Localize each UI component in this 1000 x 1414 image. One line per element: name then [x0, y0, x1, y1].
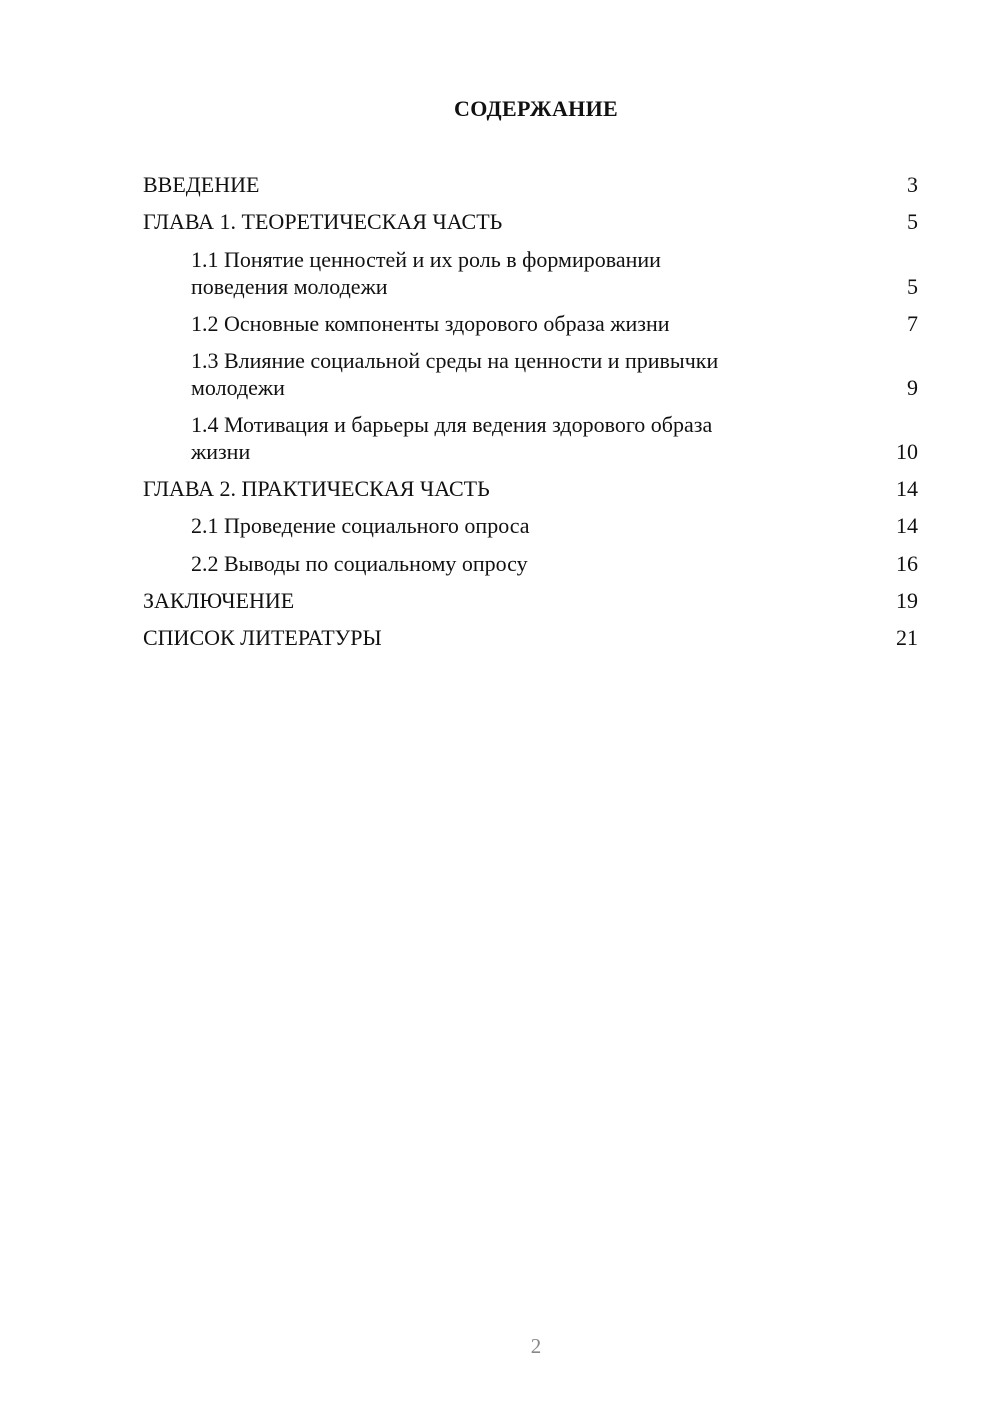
toc-entry-chapter-1[interactable] — [143, 208, 918, 235]
toc-page-number: 14 — [896, 513, 918, 538]
toc-page-number: 10 — [896, 439, 918, 464]
toc-label: ГЛАВА 2. ПРАКТИЧЕСКАЯ ЧАСТЬ — [143, 476, 490, 501]
toc-entry-section-1-3[interactable] — [191, 347, 918, 401]
toc-label: ГЛАВА 1. ТЕОРЕТИЧЕСКАЯ ЧАСТЬ — [143, 209, 503, 234]
toc-label: СПИСОК ЛИТЕРАТУРЫ — [143, 625, 382, 650]
toc-label-line-2: поведения молодежи — [191, 274, 388, 299]
toc-entry-introduction[interactable] — [143, 171, 918, 198]
toc-label: ЗАКЛЮЧЕНИЕ — [143, 588, 295, 613]
page-title: СОДЕРЖАНИЕ — [454, 96, 618, 121]
toc-page-number: 16 — [896, 551, 918, 576]
toc-label: 2.1 Проведение социального опроса — [191, 513, 530, 538]
toc-label-line-2: молодежи — [191, 375, 285, 400]
toc-entry-references[interactable] — [143, 624, 918, 651]
toc-page-number: 19 — [896, 588, 918, 613]
toc-entry-section-1-1[interactable] — [191, 246, 918, 300]
toc-label-line-1: 1.1 Понятие ценностей и их роль в формировании — [191, 247, 661, 272]
toc-page-number: 14 — [896, 476, 918, 501]
toc-entry-section-2-2[interactable] — [191, 550, 918, 577]
toc-label-line-2: жизни — [191, 439, 251, 464]
toc-label: 1.2 Основные компоненты здорового образа жизни — [191, 311, 670, 336]
toc-entry-section-2-1[interactable] — [191, 512, 918, 539]
toc-label-line-1: 1.4 Мотивация и барьеры для ведения здорового образа — [191, 412, 713, 437]
toc-entry-section-1-4[interactable] — [191, 411, 918, 465]
toc-entry-section-1-2[interactable] — [191, 310, 918, 337]
toc-page-number: 5 — [907, 209, 918, 234]
toc-label: ВВЕДЕНИЕ — [143, 172, 260, 197]
toc-page-number: 7 — [907, 311, 918, 336]
toc-page-number: 3 — [907, 172, 918, 197]
toc-page-number: 21 — [896, 625, 918, 650]
toc-entry-chapter-2[interactable] — [143, 475, 918, 502]
toc-page-number: 5 — [907, 274, 918, 299]
page-number: 2 — [530, 1334, 542, 1358]
toc-label: 2.2 Выводы по социальному опросу — [191, 551, 528, 576]
toc-entry-conclusion[interactable] — [143, 587, 918, 614]
toc-page-number: 9 — [907, 375, 918, 400]
toc-label-line-1: 1.3 Влияние социальной среды на ценности и привычки — [191, 348, 719, 373]
